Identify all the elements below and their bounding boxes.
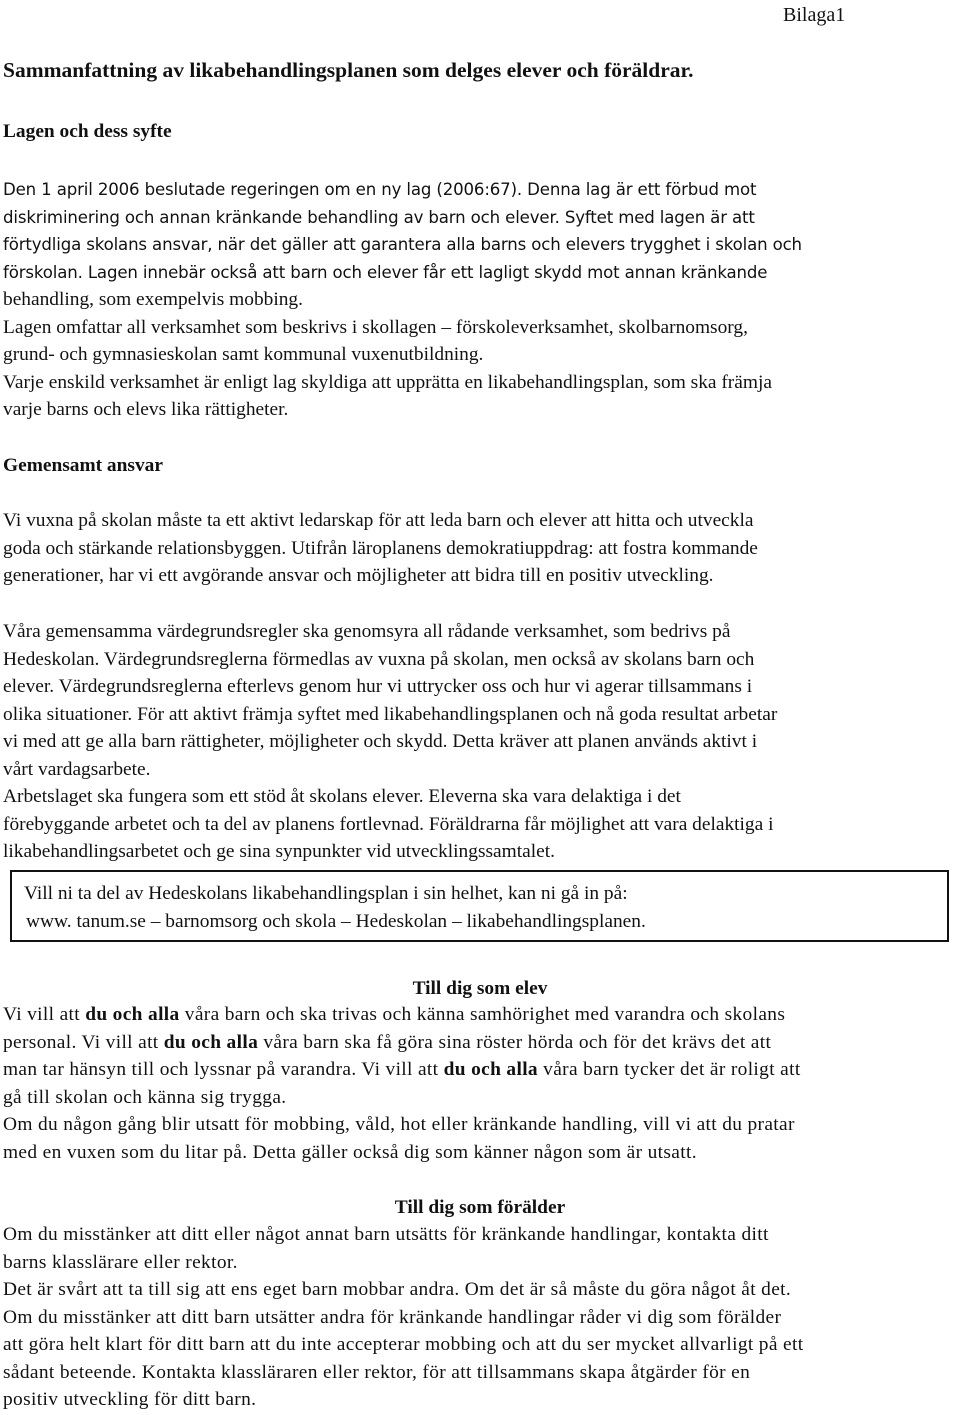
parent-paragraph (3, 1221, 957, 1414)
section-heading-law: Lagen och dess syfte (3, 121, 172, 142)
info-box (10, 870, 949, 942)
text-line: Det är svårt att ta till sig att ens eget barn mobbar andra. Om det är så måste du göra något åt det. (3, 1279, 792, 1300)
text-line: elever. Värdegrundsreglerna efterlevs genom hur vi uttrycker oss och hur vi agerar tillsammans i (3, 676, 753, 697)
info-box-line: Vill ni ta del av Hedeskolans likabehandlingsplan i sin helhet, kan ni gå in på: (24, 883, 628, 904)
text-line: förskolan. Lagen innebär också att barn och elever får ett lagligt skydd mot annan kränkande (3, 262, 768, 282)
info-box-link-path: www. tanum.se – barnomsorg och skola – Hedeskolan – likabehandlingsplanen. (26, 910, 646, 932)
section-heading-shared-responsibility: Gemensamt ansvar (3, 455, 163, 476)
text-line: Vi vill att du och alla våra barn och ska trivas och känna samhörighet med varandra och skolans (3, 1004, 786, 1025)
text-line: personal. Vi vill att du och alla våra barn ska få göra sina röster hörda och för det krävs det att (3, 1031, 772, 1053)
text-line: generationer, har vi ett avgörande ansvar och möjligheter att bidra till en positiv utveckling. (3, 565, 714, 586)
text-line: Varje enskild verksamhet är enligt lag skyldiga att upprätta en likabehandlingsplan, som ska främja (3, 371, 772, 393)
text-line: Lagen omfattar all verksamhet som beskrivs i skollagen – förskoleverksamhet, skolbarnomsorg, (3, 316, 748, 338)
section-heading-parent: Till dig som förälder (394, 1197, 566, 1218)
student-paragraph (3, 1001, 957, 1166)
text-line: behandling, som exempelvis mobbing. (3, 289, 303, 310)
text-line: Om du någon gång blir utsatt för mobbing, våld, hot eller kränkande handling, vill vi att du pratar (3, 1114, 795, 1135)
text-line: att göra helt klart för ditt barn att du inte accepterar mobbing och att du ser mycket allvarligt på ett (3, 1334, 804, 1355)
text-line: Våra gemensamma värdegrundsregler ska genomsyra all rådande verksamhet, som bedrivs på (3, 621, 731, 642)
appendix-label: Bilaga1 (783, 4, 846, 26)
text-line: Arbetslaget ska fungera som ett stöd åt skolans elever. Eleverna ska vara delaktiga i det (3, 786, 681, 807)
text-line: Vi vuxna på skolan måste ta ett aktivt ledarskap för att leda barn och elever att hitta och utveckla (3, 510, 754, 531)
text-line: man tar hänsyn till och lyssnar på varandra. Vi vill att du och alla våra barn tycker det är roligt att (3, 1059, 801, 1080)
text-line: diskriminering och annan kränkande behandling av barn och elever. Syftet med lagen är att (3, 207, 755, 227)
text-line: förebyggande arbetet och ta del av planens fortlevnad. Föräldrarna får möjlighet att vara delaktiga i (3, 813, 774, 835)
text-line: barns klasslärare eller rektor. (3, 1251, 238, 1273)
document-title: Sammanfattning av likabehandlingsplanen som delges elever och föräldrar. (3, 58, 694, 82)
text-line: sådant beteende. Kontakta klassläraren eller rektor, för att tillsammans skapa åtgärder för en (3, 1361, 751, 1383)
text-line: gå till skolan och känna sig trygga. (3, 1086, 287, 1108)
text-line: vårt vardagsarbete. (3, 758, 151, 780)
text-line: Den 1 april 2006 beslutade regeringen om en ny lag (2006:67). Denna lag är ett förbud mot (3, 180, 757, 199)
text-line: goda och stärkande relationsbyggen. Utifrån läroplanens demokratiuppdrag: att fostra kommande (3, 537, 758, 559)
shared-responsibility-paragraph-1 (3, 507, 957, 590)
text-line: olika situationer. För att aktivt främja syftet med likabehandlingsplanen och nå goda resultat arbetar (3, 703, 778, 725)
text-line: varje barns och elevs lika rättigheter. (3, 399, 289, 420)
law-paragraph (3, 176, 957, 424)
text-line: vi med att ge alla barn rättigheter, möjligheter och skydd. Detta kräver att planen används aktivt i (3, 731, 758, 752)
text-line: Hedeskolan. Värdegrundsreglerna förmedlas av vuxna på skolan, men också av skolans barn och (3, 648, 755, 670)
text-line: förtydliga skolans ansvar, när det gäller att garantera alla barns och elevers trygghet i skolan och (3, 235, 802, 254)
section-heading-student: Till dig som elev (412, 978, 548, 999)
shared-responsibility-paragraph-2 (3, 618, 957, 866)
text-line: likabehandlingsarbetet och ge sina synpunkter vid utvecklingssamtalet. (3, 841, 555, 862)
text-line: med en vuxen som du litar på. Detta gäller också dig som känner någon som är utsatt. (3, 1141, 697, 1163)
text-line: grund- och gymnasieskolan samt kommunal vuxenutbildning. (3, 344, 484, 365)
text-line: Om du misstänker att ditt barn utsätter andra för kränkande handlingar råder vi dig som förälder (3, 1306, 782, 1328)
text-line: Om du misstänker att ditt eller något annat barn utsätts för kränkande handlingar, kontakta ditt (3, 1224, 769, 1245)
text-line: positiv utveckling för ditt barn. (3, 1389, 257, 1410)
